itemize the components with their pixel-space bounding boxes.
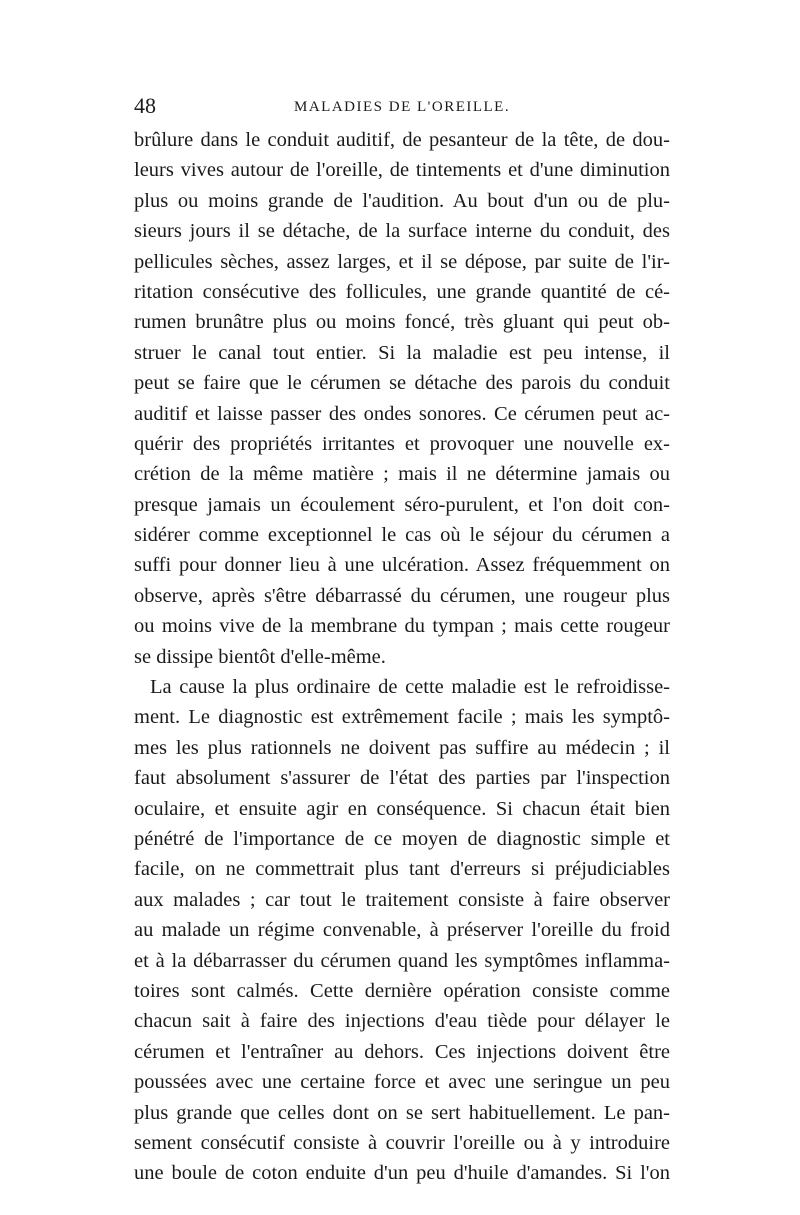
text-line: leurs vives autour de l'oreille, de tintements et d'une diminution bbox=[134, 159, 670, 182]
body-text bbox=[134, 125, 670, 1189]
text-line: peut se faire que le cérumen se détache des parois du conduit bbox=[134, 372, 670, 395]
text-line: mes les plus rationnels ne doivent pas suffire au médecin ; il bbox=[134, 736, 670, 759]
text-line: rumen brunâtre plus ou moins foncé, très gluant qui peut ob- bbox=[134, 311, 670, 334]
text-line: La cause la plus ordinaire de cette maladie est le refroidisse- bbox=[150, 676, 670, 699]
text-line: aux malades ; car tout le traitement consiste à faire observer bbox=[134, 888, 670, 911]
text-line: sieurs jours il se détache, de la surface interne du conduit, des bbox=[134, 220, 670, 243]
text-line: quérir des propriétés irritantes et provoquer une nouvelle ex- bbox=[134, 432, 670, 455]
text-line: plus ou moins grande de l'audition. Au bout d'un ou de plu- bbox=[134, 189, 670, 212]
text-line: brûlure dans le conduit auditif, de pesanteur de la tête, de dou- bbox=[134, 129, 670, 151]
text-line: observe, après s'être débarrassé du cérumen, une rougeur plus bbox=[134, 584, 670, 607]
text-line: toires sont calmés. Cette dernière opération consiste comme bbox=[134, 979, 670, 1002]
text-line: faut absolument s'assurer de l'état des parties par l'inspection bbox=[134, 767, 670, 790]
paragraph bbox=[134, 672, 670, 1189]
text-line: plus grande que celles dont on se sert habituellement. Le pan- bbox=[134, 1101, 670, 1124]
text-line: pénétré de l'importance de ce moyen de diagnostic simple et bbox=[134, 827, 670, 850]
running-title: MALADIES DE L'OREILLE. bbox=[294, 99, 511, 115]
text-line: pellicules sèches, assez larges, et il se dépose, par suite de l'ir- bbox=[134, 250, 670, 273]
text-line: et à la débarrasser du cérumen quand les symptômes inflamma- bbox=[134, 949, 670, 972]
text-line: une boule de coton enduite d'un peu d'huile d'amandes. Si l'on bbox=[134, 1162, 670, 1185]
text-line: sement consécutif consiste à couvrir l'oreille ou à y introduire bbox=[134, 1131, 670, 1154]
text-line: crétion de la même matière ; mais il ne détermine jamais ou bbox=[134, 463, 670, 486]
text-line: struer le canal tout entier. Si la maladie est peu intense, il bbox=[134, 341, 670, 364]
page-number: 48 bbox=[134, 93, 156, 118]
text-line: ou moins vive de la membrane du tympan ; mais cette rougeur bbox=[134, 615, 670, 638]
text-line: ritation consécutive des follicules, une grande quantité de cé- bbox=[134, 280, 670, 303]
text-line: suffi pour donner lieu à une ulcération. Assez fréquemment on bbox=[134, 554, 670, 577]
text-line: se dissipe bientôt d'elle-même. bbox=[134, 645, 386, 668]
text-line: ment. Le diagnostic est extrêmement facile ; mais les symptô- bbox=[134, 706, 670, 729]
text-line: cérumen et l'entraîner au dehors. Ces injections doivent être bbox=[134, 1040, 670, 1063]
text-line: facile, on ne commettrait plus tant d'erreurs si préjudiciables bbox=[134, 858, 670, 881]
text-line: poussées avec une certaine force et avec une seringue un peu bbox=[134, 1071, 670, 1094]
text-line: au malade un régime convenable, à préserver l'oreille du froid bbox=[134, 919, 670, 942]
paragraph bbox=[134, 125, 670, 672]
running-head bbox=[134, 94, 674, 118]
text-line: auditif et laisse passer des ondes sonores. Ce cérumen peut ac- bbox=[134, 402, 670, 425]
text-line: oculaire, et ensuite agir en conséquence. Si chacun était bien bbox=[134, 797, 670, 820]
text-line: chacun sait à faire des injections d'eau tiède pour délayer le bbox=[134, 1010, 670, 1033]
text-line: presque jamais un écoulement séro-purulent, et l'on doit con- bbox=[134, 493, 670, 516]
text-line: sidérer comme exceptionnel le cas où le séjour du cérumen a bbox=[134, 524, 670, 547]
